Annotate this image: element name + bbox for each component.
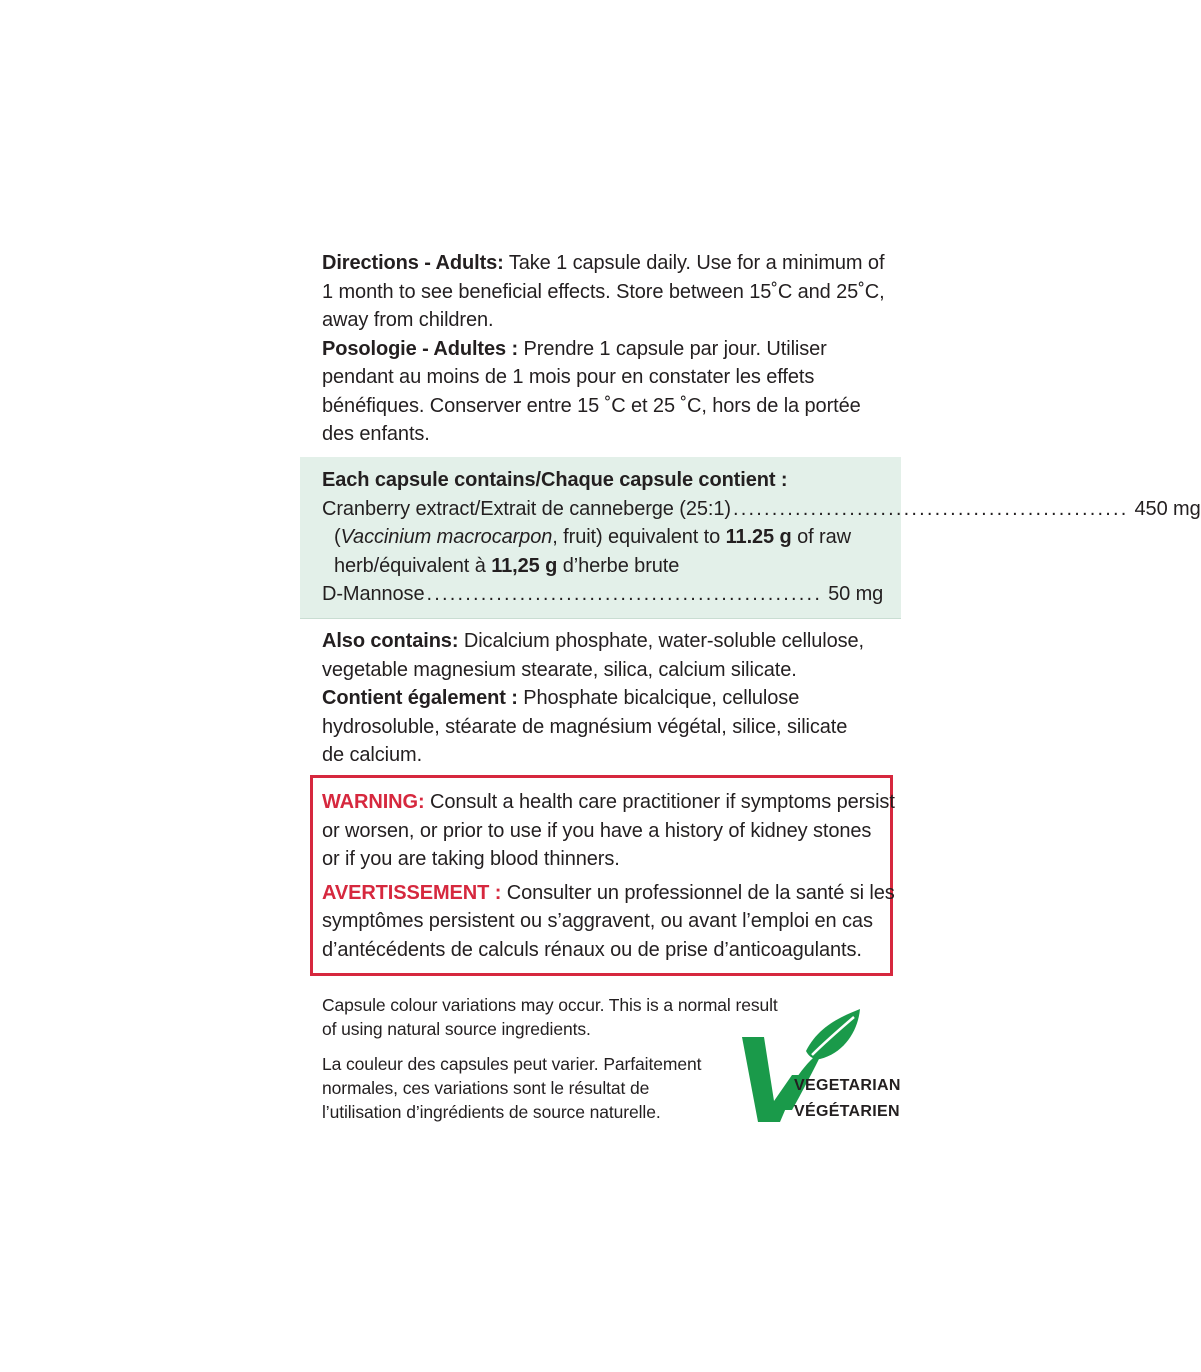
warning-section <box>322 788 895 964</box>
ingredient-row-d-mannose <box>322 580 884 609</box>
directions-fr-line-4: des enfants. <box>322 423 430 445</box>
medicinal-ingredients-section <box>322 466 1201 609</box>
warning-fr-line-1: AVERTISSEMENT : Consulter un professionnel de la santé si les <box>322 881 895 904</box>
warning-en-line-3: or if you are taking blood thinners. <box>322 848 620 870</box>
also-fr-line-2: hydrosoluble, stéarate de magnésium végétal, silice, silicate <box>322 715 848 738</box>
directions-fr-line-1: Posologie - Adultes : Prendre 1 capsule par jour. Utiliser <box>322 337 827 360</box>
capsule-colour-note-fr: La couleur des capsules peut varier. Parfaitement normales, ces variations sont le résultat de l’utilisation d’ingrédients de source naturelle. <box>322 1054 702 1122</box>
non-medicinal-ingredients-section <box>322 627 882 770</box>
also-fr-label: Contient également : <box>322 687 518 709</box>
ingredient-amount: 50 mg <box>828 583 884 605</box>
dot-leader: ................................................... <box>426 583 823 605</box>
directions-fr-label: Posologie - Adultes : <box>322 337 519 360</box>
ingredient-row-cranberry <box>322 495 1201 524</box>
directions-fr-line-3: bénéfiques. Conserver entre 15 ˚C et 25 ˚C, hors de la portée <box>322 394 861 417</box>
warning-en-line-2: or worsen, or prior to use if you have a history of kidney stones <box>322 819 872 842</box>
ingredients-heading: Each capsule contains/Chaque capsule contient : <box>322 469 788 491</box>
directions-en-line-1: Directions - Adults: Take 1 capsule daily. Use for a minimum of <box>322 252 885 274</box>
capsule-colour-note-en: Capsule colour variations may occur. This is a normal result of using natural source ingredients. <box>322 995 778 1039</box>
ingredient-name: Cranberry extract/Extrait de canneberge (25:1) <box>322 497 731 520</box>
ingredient-detail-line-2: herb/équivalent à 11,25 g d’herbe brute <box>334 554 680 577</box>
ingredient-detail-line-1: (Vaccinium macrocarpon, fruit) equivalent to 11.25 g of raw <box>334 526 851 548</box>
warning-en-label: WARNING: <box>322 791 425 813</box>
also-en-line-1: Also contains: Dicalcium phosphate, water-soluble cellulose, <box>322 630 865 652</box>
dot-leader: ................................................... <box>732 497 1129 520</box>
directions-en-label: Directions - Adults: <box>322 252 504 274</box>
also-en-label: Also contains: <box>322 630 459 652</box>
warning-fr-line-2: symptômes persistent ou s’aggravent, ou avant l’emploi en cas <box>322 910 873 932</box>
vegetarian-logo <box>740 1005 900 1130</box>
also-fr-line-3: de calcium. <box>322 744 423 766</box>
warning-en-line-1: WARNING: Consult a health care practitioner if symptoms persist <box>322 791 895 813</box>
ingredient-amount: 450 mg <box>1134 497 1201 520</box>
directions-section <box>322 249 885 449</box>
warning-fr-label: AVERTISSEMENT : <box>322 881 502 904</box>
warning-fr-line-3: d’antécédents de calculs rénaux ou de prise d’anticoagulants. <box>322 938 862 961</box>
ingredient-name: D-Mannose <box>322 583 425 605</box>
directions-fr-line-2: pendant au moins de 1 mois pour en constater les effets <box>322 366 815 388</box>
directions-en-line-3: away from children. <box>322 309 494 331</box>
also-en-line-2: vegetable magnesium stearate, silica, calcium silicate. <box>322 658 797 681</box>
vegetarian-label-en: VEGETARIAN <box>794 1077 901 1094</box>
directions-en-line-2: 1 month to see beneficial effects. Store between 15˚C and 25˚C, <box>322 280 885 303</box>
vegetarian-label-fr: VÉGÉTARIEN <box>794 1103 900 1120</box>
also-fr-line-1: Contient également : Phosphate bicalcique, cellulose <box>322 687 800 709</box>
